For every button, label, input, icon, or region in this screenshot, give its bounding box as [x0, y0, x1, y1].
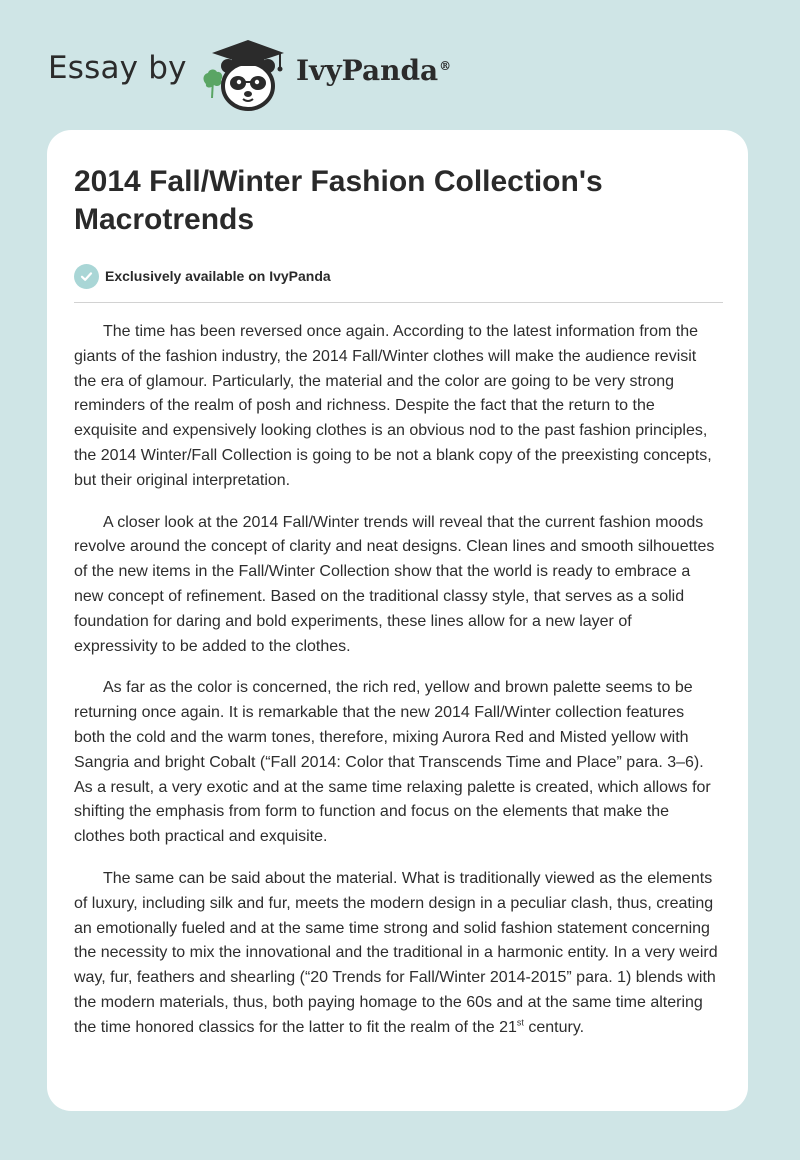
superscript: st [516, 1017, 524, 1028]
paragraph-ending: century. [523, 1018, 585, 1036]
paragraph [74, 867, 719, 1041]
paragraph: As far as the color is concerned, the rich red, yellow and brown palette seems to be returning once again. It is remarkable that the new 2014 Fall/Winter collection features both the cold and the warm tones, therefore, mixing Aurora Red and Misted yellow with Sangria and bright Cobalt (“Fall 2014: Color that Transcends Time and Place” para. 3–6). As a result, a very exotic and at the same time relaxing palette is created, which allows for shifting the emphasis from form to function and focus on the elements that make the clothes both practical and exquisite. [74, 679, 711, 846]
exclusive-badge-text: Exclusively available on IvyPanda [105, 268, 331, 284]
paragraph-text: The same can be said about the material. What is traditionally viewed as the elements of luxury, including silk and fur, meets the modern design in a peculiar clash, thus, creating an emotionally fueled and at the same time strong and solid fashion statement concerning the necessity to mix the innovational and the traditional in a harmonic entity. In a very weird way, fur, feathers and shearling (“20 Trends for Fall/Winter 2014-2015” para. 1) blends with the modern materials, thus, both paying homage to the 60s and at the same time altering the time honored classics for the latter to fit the realm of the 21 [74, 869, 718, 1036]
paragraph: A closer look at the 2014 Fall/Winter trends will reveal that the current fashion moods revolve around the concept of clarity and neat designs. Clean lines and smooth silhouettes of the new items in the Fall/Winter Collection show that the world is ready to embrace a new concept of refinement. Based on the traditional classy style, that serves as a solid foundation for daring and bold experiments, these lines allow for a new layer of expressivity to be added to the clothes. [74, 513, 715, 655]
brand-name-text: IvyPanda [296, 54, 439, 87]
essay-body [74, 320, 719, 1058]
site-header [0, 0, 800, 130]
divider [74, 302, 723, 303]
exclusive-badge [74, 263, 331, 289]
essay-card [47, 130, 748, 1111]
essay-title: 2014 Fall/Winter Fashion Collection's Macrotrends [74, 165, 603, 236]
check-icon [74, 264, 99, 289]
essay-by-label: Essay by [48, 50, 187, 86]
brand-name[interactable] [296, 54, 451, 87]
paragraph: The time has been reversed once again. According to the latest information from the giants of the fashion industry, the 2014 Fall/Winter clothes will make the audience revisit the era of glamour. Particularly, the material and the color are going to be very strong reminders of the realm of posh and richness. Despite the fact that the return to the exquisite and expensively looking clothes is an obvious nod to the past fashion principles, the 2014 Winter/Fall Collection is going to be not a blank copy of the preexisting concepts, but their original interpretation. [74, 323, 712, 489]
ivypanda-logo-icon[interactable] [198, 36, 298, 112]
registered-mark: ® [439, 58, 452, 73]
ivy-leaf-icon [204, 69, 223, 98]
